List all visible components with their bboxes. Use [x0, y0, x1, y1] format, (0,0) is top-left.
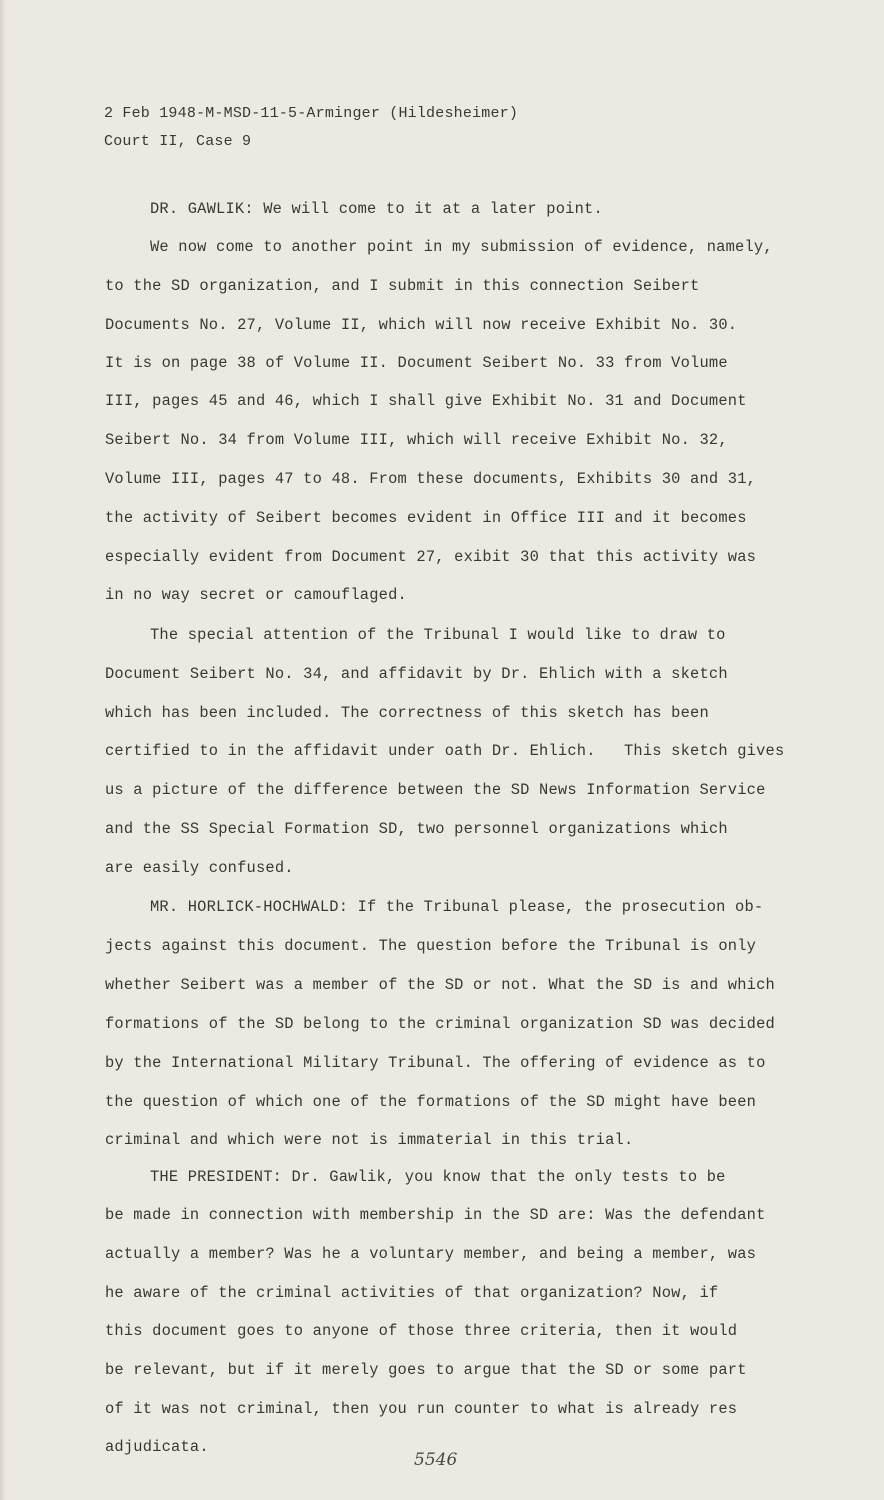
text-line: Seibert No. 34 from Volume III, which will receive Exhibit No. 32, [105, 431, 728, 449]
text-line: be relevant, but if it merely goes to argue that the SD or some part [105, 1361, 747, 1379]
text-line: DR. GAWLIK: We will come to it at a later point. [150, 200, 603, 218]
text-line: by the International Military Tribunal. The offering of evidence as to [105, 1054, 766, 1072]
text-line: Documents No. 27, Volume II, which will now receive Exhibit No. 30. [105, 316, 738, 334]
text-line: III, pages 45 and 46, which I shall give Exhibit No. 31 and Document [105, 392, 747, 410]
text-line: formations of the SD belong to the criminal organization SD was decided [105, 1015, 775, 1033]
text-line: actually a member? Was he a voluntary member, and being a member, was [105, 1245, 757, 1263]
text-line: he aware of the criminal activities of that organization? Now, if [105, 1284, 719, 1302]
text-line: MR. HORLICK-HOCHWALD: If the Tribunal please, the prosecution ob- [150, 898, 764, 916]
text-line: and the SS Special Formation SD, two personnel organizations which [105, 820, 728, 838]
text-line: the activity of Seibert becomes evident in Office III and it becomes [105, 509, 747, 527]
header-reference-line: 2 Feb 1948-M-MSD-11-5-Arminger (Hildesheimer) [104, 105, 519, 122]
header-court-line: Court II, Case 9 [104, 133, 252, 150]
text-line: Document Seibert No. 34, and affidavit by Dr. Ehlich with a sketch [105, 665, 728, 683]
text-line: We now come to another point in my submission of evidence, namely, [150, 238, 773, 256]
text-line: certified to in the affidavit under oath Dr. Ehlich. This sketch gives [105, 742, 785, 760]
text-line: The special attention of the Tribunal I would like to draw to [150, 626, 726, 644]
text-line: criminal and which were not is immaterial in this trial. [105, 1131, 634, 1149]
text-line: jects against this document. The question before the Tribunal is only [105, 937, 757, 955]
text-line: us a picture of the difference between the SD News Information Service [105, 781, 766, 799]
text-line: THE PRESIDENT: Dr. Gawlik, you know that the only tests to be [150, 1168, 726, 1186]
page-number: 5546 [414, 1450, 458, 1470]
text-line: the question of which one of the formations of the SD might have been [105, 1093, 757, 1111]
text-line: especially evident from Document 27, exibit 30 that this activity was [105, 548, 757, 566]
text-line: whether Seibert was a member of the SD or not. What the SD is and which [105, 976, 775, 994]
text-line: It is on page 38 of Volume II. Document Seibert No. 33 from Volume [105, 354, 728, 372]
text-line: be made in connection with membership in the SD are: Was the defendant [105, 1206, 766, 1224]
document-header [104, 100, 518, 156]
text-line: in no way secret or camouflaged. [105, 586, 407, 604]
text-line: are easily confused. [105, 859, 294, 877]
text-line: of it was not criminal, then you run counter to what is already res [105, 1400, 738, 1418]
text-line: Volume III, pages 47 to 48. From these documents, Exhibits 30 and 31, [105, 470, 757, 488]
text-line: this document goes to anyone of those three criteria, then it would [105, 1322, 738, 1340]
text-line: to the SD organization, and I submit in this connection Seibert [105, 277, 700, 295]
text-line: which has been included. The correctness of this sketch has been [105, 704, 709, 722]
text-line: adjudicata. [105, 1438, 209, 1456]
